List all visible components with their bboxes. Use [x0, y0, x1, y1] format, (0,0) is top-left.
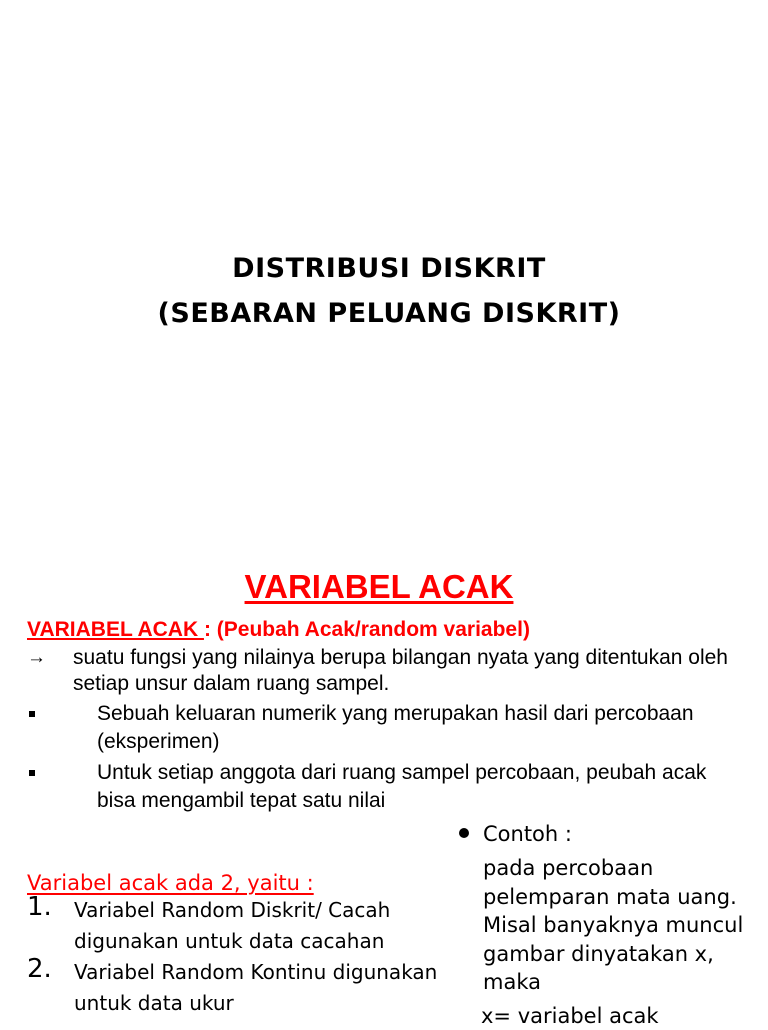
- example-result: x= variabel acak: [481, 1003, 659, 1028]
- variable-type-text: Variabel Random Kontinu digunakan untuk data ukur: [74, 960, 438, 1015]
- list-item-text: Untuk setiap anggota dari ruang sampel percobaan, peubah acak bisa mengambil tepat satu nilai: [97, 761, 707, 812]
- variable-type-text: Variabel Random Diskrit/ Cacah digunakan untuk data cacahan: [74, 898, 391, 953]
- example-block: [456, 819, 768, 1030]
- variable-types-heading: Variabel acak ada 2, yaitu :: [27, 871, 314, 895]
- round-bullet-icon: [459, 828, 469, 838]
- definition-subtitle: : (Peubah Acak/random variabel): [203, 618, 530, 641]
- square-bullet-icon: [29, 770, 35, 776]
- document-title: [0, 246, 768, 336]
- section-heading: VARIABEL ACAK: [244, 568, 514, 605]
- title-line-2: (SEBARAN PELUANG DISKRIT): [157, 298, 621, 329]
- item-number: 2.: [27, 954, 52, 984]
- variable-types: [27, 871, 467, 1019]
- list-item: [27, 759, 747, 815]
- definition-text: suatu fungsi yang nilainya berupa bilangan nyata yang ditentukan oleh setiap unsur dalam ruang sampel.: [73, 646, 728, 695]
- definition-body: [27, 645, 747, 815]
- arrow-right-icon: →: [27, 647, 46, 668]
- square-bullet-icon: [29, 711, 35, 717]
- definition-heading: [27, 618, 530, 642]
- variable-type-item: [27, 892, 467, 957]
- list-item: [27, 700, 747, 756]
- list-item-text: Sebuah keluaran numerik yang merupakan hasil dari percobaan (eksperimen): [97, 702, 694, 753]
- example-label-row: [456, 819, 768, 849]
- example-label: Contoh :: [483, 822, 572, 846]
- item-number: 1.: [27, 892, 52, 922]
- example-text: pada percobaan pelemparan mata uang. Misal banyaknya muncul gambar dinyatakan x, maka: [483, 856, 744, 994]
- definition-term: VARIABEL ACAK: [27, 618, 204, 641]
- variable-type-item: [27, 954, 467, 1019]
- title-line-1: DISTRIBUSI DISKRIT: [232, 253, 546, 284]
- definition-arrow-item: [27, 645, 747, 697]
